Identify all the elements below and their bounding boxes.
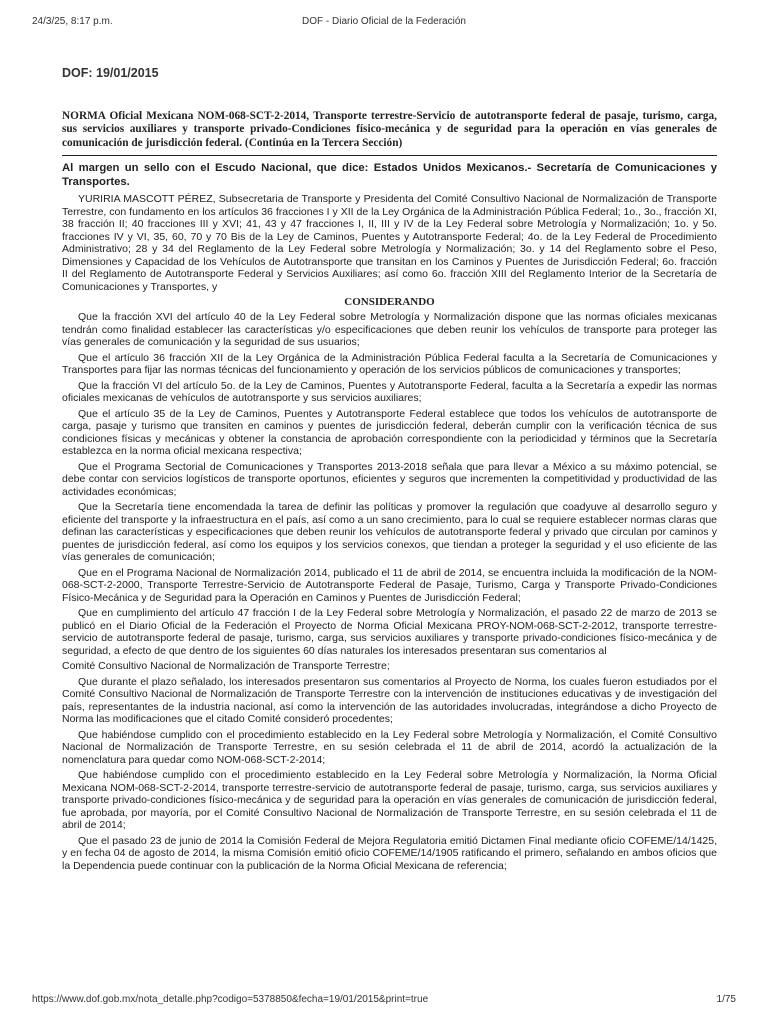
section-heading: CONSIDERANDO xyxy=(344,296,435,309)
print-footer xyxy=(32,994,736,1008)
print-page-title: DOF - Diario Oficial de la Federación xyxy=(302,16,466,27)
committee-line: Comité Consultivo Nacional de Normalización de Transporte Terrestre; xyxy=(62,660,390,673)
considerando-paragraph: Que la fracción VI del artículo 5o. de la Ley de Caminos, Puentes y Autotransporte Federal, faculta a la Secretaría a expedir las normas oficiales mexicanas de vehículos de autotransporte y sus servicios auxiliares; xyxy=(62,379,717,405)
document-content xyxy=(62,66,717,875)
print-datetime: 24/3/25, 8:17 p.m. xyxy=(32,16,113,27)
considerando-paragraph: Que la fracción XVI del artículo 40 de la Ley Federal sobre Metrología y Normalización dispone que las normas oficiales mexicanas tendrán como finalidad establecer las características y/o especificaciones que deben reunir los vehículos de transporte para proteger las vías generales de comunicación y la seguridad de sus usuarios; xyxy=(62,311,717,349)
considerando-paragraph: Que en el Programa Nacional de Normalización 2014, publicado el 11 de abril de 2014, se encuentra incluida la modificación de la NOM-068-SCT-2-2000, Transporte Terrestre-Servicio de Autotransporte Federal de Pasaje, Turismo, Carga y Transporte Privado-Condiciones Físico-Mecánica y de Seguridad para la Operación en Caminos y Puentes de Jurisdicción Federal; xyxy=(62,566,717,604)
considerando-paragraph: Que el artículo 35 de la Ley de Caminos, Puentes y Autotransporte Federal establece que todos los vehículos de autotransporte de carga, pasaje y turismo que transiten en caminos y puentes de jurisdicción federal, deberán cumplir con la verificación técnica de sus condiciones físicas y mecánicas y obtener la constancia de aprobación correspondiente con la periodicidad y términos que la Secretaría establezca en la norma oficial mexicana respectiva; xyxy=(62,407,717,458)
publication-date: DOF: 19/01/2015 xyxy=(62,66,159,80)
considerando-paragraph: Que el Programa Sectorial de Comunicaciones y Transportes 2013-2018 señala que para llevar a México a su máximo potencial, se debe contar con servicios logísticos de transporte oportunos, eficientes y seguros que incrementen la competitividad y productividad de las actividades económicas; xyxy=(62,460,717,498)
considerando-paragraph: Que habiéndose cumplido con el procedimiento establecido en la Ley Federal sobre Metrología y Normalización, la Norma Oficial Mexicana NOM-068-SCT-2-2014, transporte terrestre-servicio de autotransporte federal de pasaje, turismo, carga, sus servicios auxiliares y transporte privado-condiciones físico-mecánica y de seguridad para la operación en vías generales de comunicación de jurisdicción federal, fue aprobada, por mayoría, por el Comité Consultivo Nacional de Normalización de Transporte Terrestre, en su sesión celebrada el 11 de abril de 2014; xyxy=(62,769,717,832)
considerando-paragraph: Que habiéndose cumplido con el procedimiento establecido en la Ley Federal sobre Metrología y Normalización, el Comité Consultivo Nacional de Normalización de Transporte Terrestre, en su sesión celebrada el 11 de abril de 2014, acordó la actualización de la nomenclatura para quedar como NOM-068-SCT-2-2014; xyxy=(62,728,717,766)
considerando-paragraph: Que el pasado 23 de junio de 2014 la Comisión Federal de Mejora Regulatoria emitió Dictamen Final mediante oficio COFEME/14/1425, y en fecha 04 de agosto de 2014, la misma Comisión emitió oficio COFEME/14/1905 ratificando el primero, señalando en ambos oficios que la Dependencia puede continuar con la publicación de la Norma Oficial Mexicana de referencia; xyxy=(62,834,717,872)
print-header xyxy=(32,16,736,30)
norma-title: NORMA Oficial Mexicana NOM-068-SCT-2-2014, Transporte terrestre-Servicio de autotransporte federal de pasaje, turismo, carga, sus servicios auxiliares y transporte privado-Condiciones físico-mecánica y de seguridad para la operación en vías generales de comunicación de jurisdicción federal. (Continúa en la Tercera Sección) xyxy=(62,110,717,156)
considerando-paragraph: Que el artículo 36 fracción XII de la Ley Orgánica de la Administración Pública Federal faculta a la Secretaría de Comunicaciones y Transportes para fijar las normas técnicas del funcionamiento y operación de los servicios públicos de comunicaciones y transportes; xyxy=(62,351,717,377)
considerando-paragraph: Que durante el plazo señalado, los interesados presentaron sus comentarios al Proyecto de Norma, los cuales fueron estudiados por el Comité Consultivo Nacional de Normalización de Transporte Terrestre con la intervención de instituciones educativas y de investigación del país, representantes de la industria nacional, así como la intervención de las autoridades involucradas, integrándose a dicho Proyecto de Norma las modificaciones que el citado Comité consideró procedentes; xyxy=(62,675,717,726)
considerando-paragraph: Que la Secretaría tiene encomendada la tarea de definir las políticas y promover la regulación que coadyuve al desarrollo seguro y eficiente del transporte y la infraestructura en el país, así como a un sano crecimiento, para lo cual se requiere establecer normas claras que definan las características y especificaciones que deben reunir los vehículos de autotransporte federal y privado que circulan por caminos y puentes de jurisdicción federal, así como los equipos y los servicios conexos, que tiendan a proteger la seguridad y el uso eficiente de las vías generales de comunicación; xyxy=(62,501,717,564)
intro-seal-text: Al margen un sello con el Escudo Nacional, que dice: Estados Unidos Mexicanos.- Secretaría de Comunicaciones y Transportes. xyxy=(62,162,717,188)
page-number: 1/75 xyxy=(716,994,736,1005)
preamble-paragraph: YURIRIA MASCOTT PÉREZ, Subsecretaria de Transporte y Presidenta del Comité Consultivo Nacional de Normalización de Transporte Terrestre, con fundamento en los artículos 36 fracciones I y XII de la Ley Orgánica de la Administración Pública Federal; 1o., 3o., fracción XI, 38 fracción II; 40 fracciones III y XVI; 41, 43 y 47 fracciones I, II, III y IV de la Ley Federal sobre Metrología y Normalización; 1o. y 5o. fracciones IV y VI, 35, 60, 70 y 70 Bis de la Ley de Caminos, Puentes y Autotransporte Federal; 4o. de la Ley Federal de Procedimiento Administrativo; 28 y 34 del Reglamento de la Ley Federal sobre Metrología y Normalización; 3o. y 14 del Reglamento sobre el Peso, Dimensiones y Capacidad de los Vehículos de Autotransporte que transitan en los Caminos y Puentes de Jurisdicción Federal; 6o. fracción II del Reglamento de Autotransporte Federal y Servicios Auxiliares; así como 6o. fracción XIII del Reglamento Interior de la Secretaría de Comunicaciones y Transportes, y xyxy=(62,193,717,293)
considerando-paragraph: Que en cumplimiento del artículo 47 fracción I de la Ley Federal sobre Metrología y Normalización, el pasado 22 de marzo de 2013 se publicó en el Diario Oficial de la Federación el Proyecto de Norma Oficial Mexicana PROY-NOM-068-SCT-2-2012, transporte terrestre-servicio de autotransporte federal de pasaje, turismo, carga, sus servicios auxiliares y transporte privado-condiciones físico-mecánica y de seguridad, a efecto de que dentro de los siguientes 60 días naturales los interesados presentaran sus comentarios al xyxy=(62,607,717,657)
source-url-link[interactable]: https://www.dof.gob.mx/nota_detalle.php?codigo=5378850&fecha=19/01/2015&print=true xyxy=(32,994,429,1005)
